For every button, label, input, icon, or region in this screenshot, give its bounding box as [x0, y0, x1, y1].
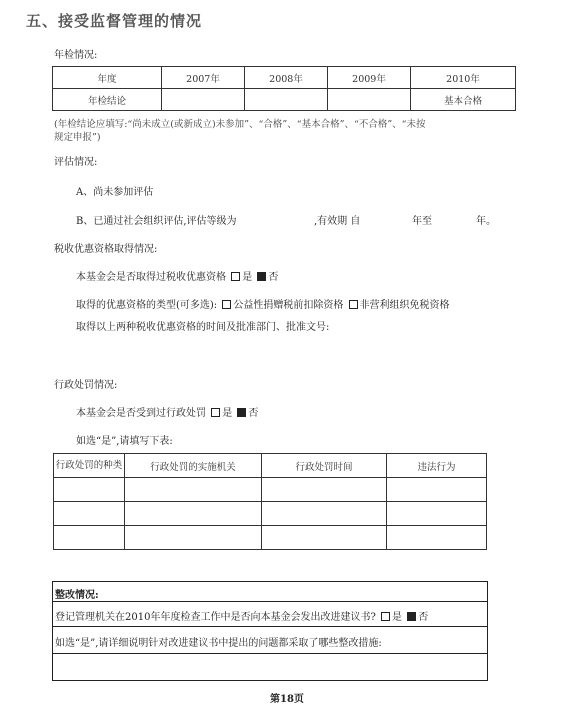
- penalty-if-yes: 如选“是”,请填写下表:: [76, 436, 173, 447]
- penalty-header-violation: 违法行为: [387, 454, 487, 478]
- rectify-detail: 如选“是”,请详细说明针对改进建议书中提出的问题都采取了哪些整改措施:: [55, 638, 382, 649]
- penalty-cell[interactable]: [262, 478, 387, 502]
- penalty-cell[interactable]: [387, 502, 487, 526]
- tax-type-exempt-label: 非营利组织免税资格: [359, 300, 450, 311]
- rectify-question-row: [55, 608, 428, 623]
- penalty-cell[interactable]: [125, 478, 262, 502]
- annual-note-line2: 规定申报”): [54, 132, 101, 143]
- rectify-divider-2: [52, 626, 488, 627]
- penalty-cell[interactable]: [262, 526, 387, 550]
- evaluation-year-end: 年。: [476, 216, 496, 227]
- tax-no-checkbox[interactable]: [257, 272, 266, 281]
- rectify-yes-label: 是: [392, 612, 402, 623]
- annual-header-2007: 2007年: [162, 67, 245, 89]
- annual-cell-2010[interactable]: 基本合格: [411, 89, 516, 111]
- penalty-table: [53, 453, 487, 550]
- annual-cell-2008[interactable]: [245, 89, 328, 111]
- penalty-cell[interactable]: [387, 478, 487, 502]
- penalty-cell[interactable]: [262, 502, 387, 526]
- penalty-cell[interactable]: [387, 526, 487, 550]
- annual-row-label: 年检结论: [53, 89, 162, 111]
- tax-type-exempt-checkbox[interactable]: [349, 300, 358, 309]
- page-number: 第18页: [270, 694, 304, 705]
- evaluation-valid-from: ,有效期 自: [314, 216, 361, 227]
- annual-note-line1: (年检结论应填写:“尚未成立(或新成立)未参加”、“合格”、“基本合格”、“不合格”、“未按: [54, 119, 426, 130]
- annual-label: 年检情况:: [54, 50, 98, 61]
- penalty-header-authority: 行政处罚的实施机关: [125, 454, 262, 478]
- tax-yes-checkbox[interactable]: [231, 272, 240, 281]
- rectify-question: 登记管理机关在2010年年度检查工作中是否向本基金会发出改进建议书?: [55, 612, 376, 623]
- annual-table: [52, 66, 516, 111]
- tax-label: 税收优惠资格取得情况:: [54, 244, 158, 255]
- tax-type-deduction-label: 公益性捐赠税前扣除资格: [233, 300, 344, 311]
- rectify-box: [52, 581, 488, 681]
- penalty-no-checkbox[interactable]: [237, 408, 246, 417]
- tax-type-prefix: 取得的优惠资格的类型(可多选):: [76, 300, 218, 311]
- tax-no-label: 否: [268, 272, 279, 283]
- tax-yes-label: 是: [242, 272, 253, 283]
- evaluation-label: 评估情况:: [54, 157, 98, 168]
- rectify-no-label: 否: [418, 612, 429, 623]
- rectify-label: 整改情况:: [55, 590, 99, 601]
- tax-type-deduction-checkbox[interactable]: [222, 300, 231, 309]
- penalty-header-time: 行政处罚时间: [262, 454, 387, 478]
- penalty-question: 本基金会是否受到过行政处罚: [76, 408, 206, 419]
- penalty-cell[interactable]: [54, 478, 125, 502]
- penalty-question-row: [76, 404, 258, 419]
- penalty-header-type: 行政处罚的种类: [54, 454, 125, 478]
- tax-question-row: [76, 268, 278, 283]
- penalty-yes-checkbox[interactable]: [211, 408, 220, 417]
- evaluation-year-to: 年至: [412, 216, 432, 227]
- rectify-yes-checkbox[interactable]: [381, 612, 390, 621]
- annual-header-2010: 2010年: [411, 67, 516, 89]
- annual-header-year: 年度: [53, 67, 162, 89]
- penalty-label: 行政处罚情况:: [54, 380, 118, 391]
- rectify-divider-1: [52, 601, 488, 602]
- evaluation-option-a: A、尚未参加评估: [76, 187, 154, 198]
- penalty-yes-label: 是: [222, 408, 233, 419]
- tax-question: 本基金会是否取得过税收优惠资格: [76, 272, 226, 283]
- penalty-cell[interactable]: [54, 502, 125, 526]
- section-title: 五、接受监督管理的情况: [26, 12, 203, 30]
- annual-header-2009: 2009年: [328, 67, 411, 89]
- annual-cell-2009[interactable]: [328, 89, 411, 111]
- penalty-cell[interactable]: [125, 526, 262, 550]
- tax-time-line: 取得以上两种税收优惠资格的时间及批准部门、批准文号:: [76, 322, 330, 333]
- penalty-cell[interactable]: [54, 526, 125, 550]
- tax-type-row: [76, 296, 450, 311]
- rectify-no-checkbox[interactable]: [407, 612, 416, 621]
- penalty-cell[interactable]: [125, 502, 262, 526]
- annual-header-2008: 2008年: [245, 67, 328, 89]
- rectify-divider-3: [52, 653, 488, 654]
- evaluation-option-b-prefix: B、已通过社会组织评估,评估等级为: [76, 216, 237, 227]
- annual-cell-2007[interactable]: [162, 89, 245, 111]
- penalty-no-label: 否: [248, 408, 259, 419]
